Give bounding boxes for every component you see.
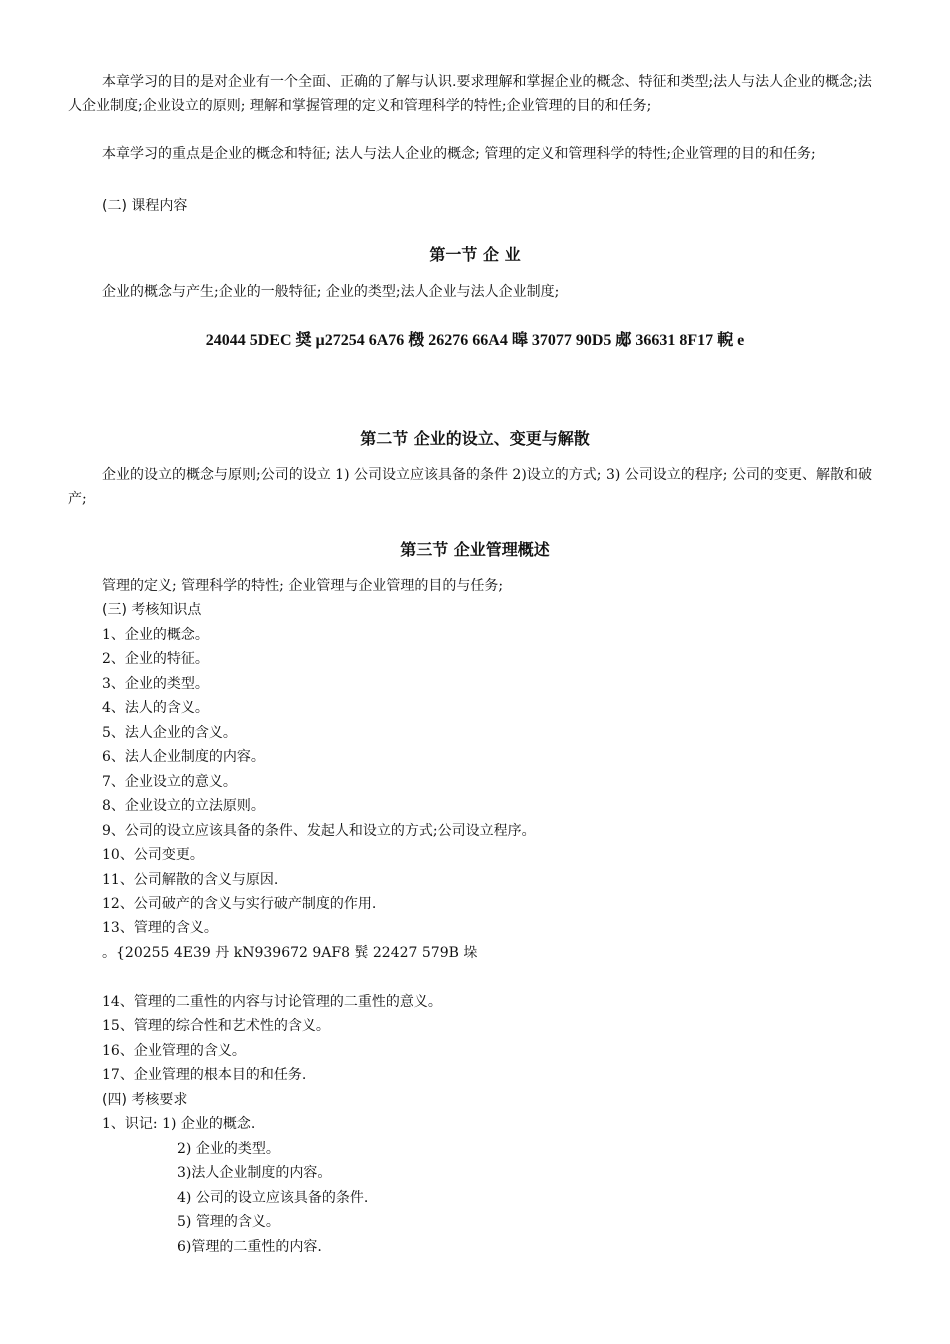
list-item: 11、公司解散的含义与原因.: [102, 872, 279, 888]
section-1-title: 第一节 企 业: [429, 245, 521, 264]
knowledge-points-label: (三) 考核知识点: [102, 602, 202, 618]
intro-paragraph-1: 本章学习的目的是对企业有一个全面、正确的了解与认识.要求理解和掌握企业的概念、特征和类型;法人与法人企业的概念;法人企业制度;企业设立的原则; 理解和掌握管理的定义和管理科学的特性;企业管理的目的和任务;: [68, 74, 872, 114]
section-1-text: 企业的概念与产生;企业的一般特征; 企业的类型;法人企业与法人企业制度;: [102, 284, 560, 300]
garbled-text-1: 24044 5DEC 奨 µ27254 6A76 檓 26276 66A4 暤 37077 90D5 郕 36631 8F17 輗 e: [205, 332, 745, 349]
requirement-sub-item: 4) 公司的设立应该具备的条件.: [177, 1190, 369, 1206]
list-item: 6、法人企业制度的内容。: [102, 749, 265, 765]
list-item: 14、管理的二重性的内容与讨论管理的二重性的意义。: [102, 994, 442, 1010]
list-item: 5、法人企业的含义。: [102, 725, 237, 741]
list-item: 1、企业的概念。: [102, 627, 209, 643]
list-item: 15、管理的综合性和艺术性的含义。: [102, 1018, 330, 1034]
garbled-text-2: 。{20255 4E39 丹 kN939672 9AF8 髸 22427 579B 垛: [102, 945, 478, 961]
requirement-sub-item: 6)管理的二重性的内容.: [177, 1239, 322, 1255]
list-item: 2、企业的特征。: [102, 651, 209, 667]
list-item: 10、公司变更。: [102, 847, 204, 863]
list-item: 3、企业的类型。: [102, 676, 209, 692]
list-item: 16、企业管理的含义。: [102, 1043, 246, 1059]
section-3-text: 管理的定义; 管理科学的特性; 企业管理与企业管理的目的与任务;: [102, 578, 504, 594]
requirement-sub-item: 3)法人企业制度的内容。: [177, 1165, 332, 1181]
requirement-sub-item: 2) 企业的类型。: [177, 1141, 280, 1157]
intro-paragraph-2: 本章学习的重点是企业的概念和特征; 法人与法人企业的概念; 管理的定义和管理科学的特性;企业管理的目的和任务;: [102, 146, 816, 162]
list-item: 13、管理的含义。: [102, 920, 218, 936]
course-content-label: (二) 课程内容: [102, 198, 188, 214]
section-3-title: 第三节 企业管理概述: [400, 540, 550, 559]
section-2-title: 第二节 企业的设立、变更与解散: [360, 429, 590, 448]
requirement-item: 1、识记: 1) 企业的概念.: [102, 1116, 256, 1132]
requirement-sub-item: 5) 管理的含义。: [177, 1214, 280, 1230]
list-item: 8、企业设立的立法原则。: [102, 798, 265, 814]
list-item: 7、企业设立的意义。: [102, 774, 237, 790]
list-item: 4、法人的含义。: [102, 700, 209, 716]
section-2-text: 企业的设立的概念与原则;公司的设立 1) 公司设立应该具备的条件 2)设立的方式; 3) 公司设立的程序; 公司的变更、解散和破产;: [68, 467, 872, 507]
list-item: 17、企业管理的根本目的和任务.: [102, 1067, 307, 1083]
requirements-label: (四) 考核要求: [102, 1092, 188, 1108]
list-item: 9、公司的设立应该具备的条件、发起人和设立的方式;公司设立程序。: [102, 823, 536, 839]
list-item: 12、公司破产的含义与实行破产制度的作用.: [102, 896, 377, 912]
